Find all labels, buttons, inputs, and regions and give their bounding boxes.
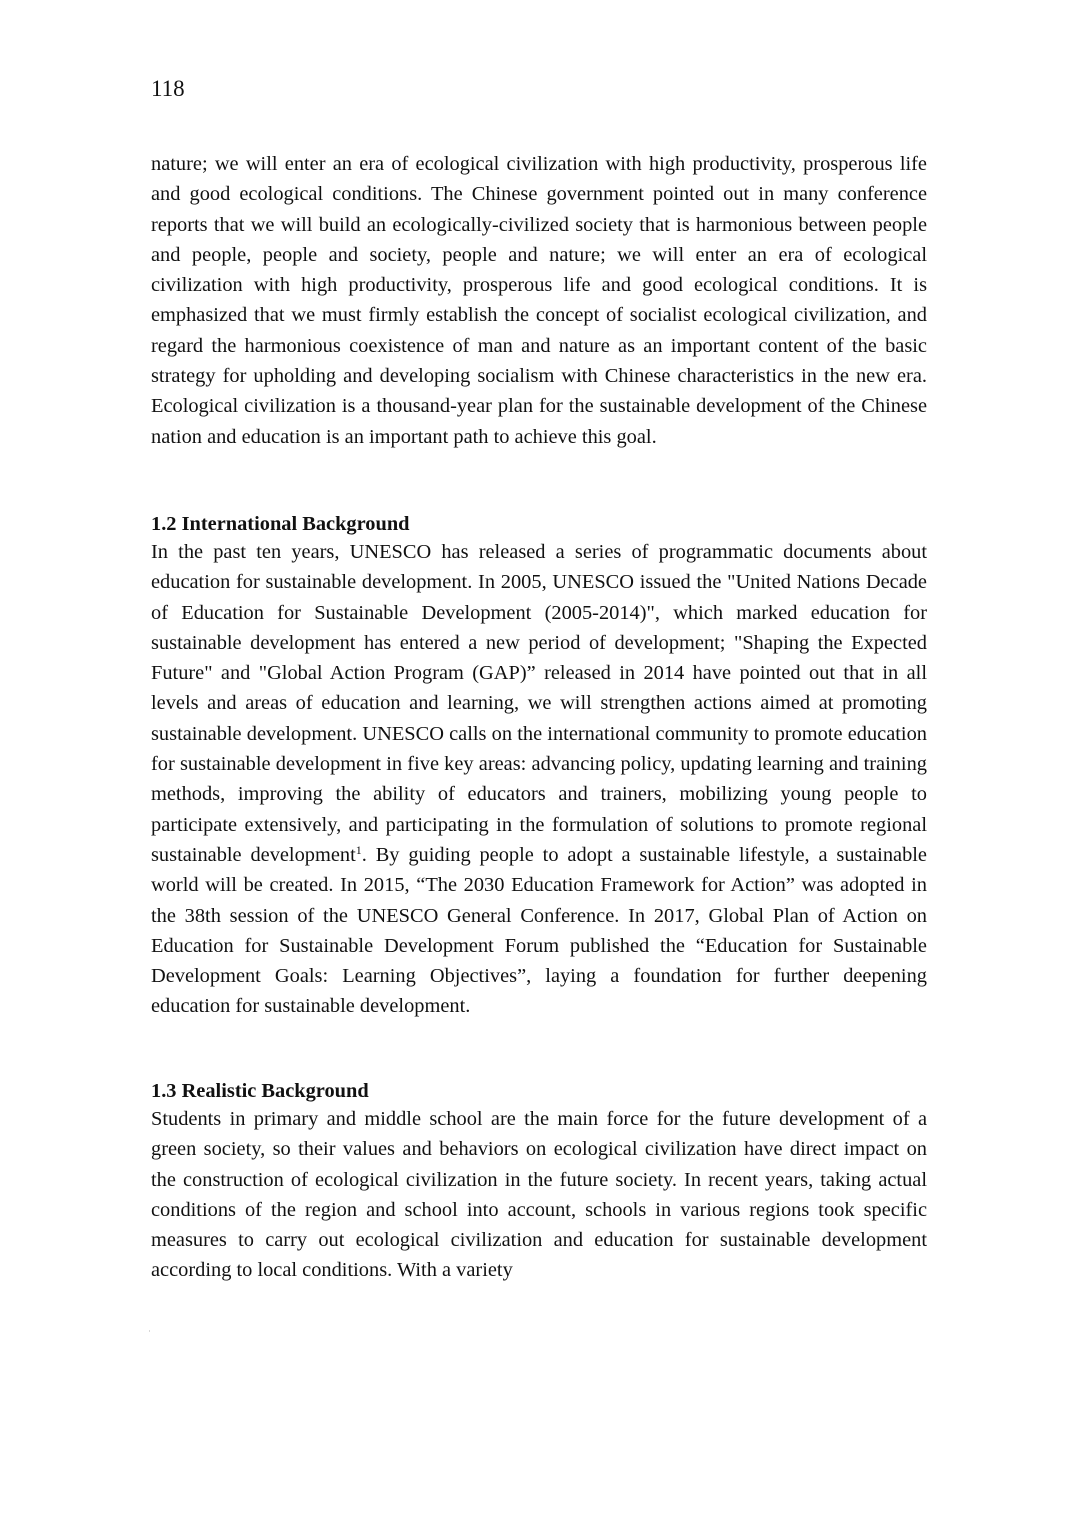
paragraph-text: . By guiding people to adopt a sustainable lifestyle, a sustainable world will be created. In 2015, “The 2030 Education Framework for Action” was adopted in the 38th session of the UNESCO General Conference. In 2017, Global Plan of Action on Education for Sustainable Development Forum published the “Education for Sustainable Development Goals: Learning Objectives”, laying a foundation for further deepening education for sustainable development. (151, 843, 927, 1018)
realistic-background-paragraph: Students in primary and middle school are the main force for the future development of a green society, so their values and behaviors on ecological civilization have direct impact on the construction of ecological civilization in the future society. In recent years, taking actual conditions of the region and school into account, schools in various regions took specific measures to carry out ecological civilization and education for sustainable development according to local conditions. With a variety (151, 1108, 927, 1282)
realistic-background-section (151, 1078, 927, 1286)
section-heading-international-background: 1.2 International Background (151, 513, 410, 535)
intro-section (151, 149, 927, 452)
section-heading-realistic-background: 1.3 Realistic Background (151, 1080, 369, 1102)
intro-paragraph: nature; we will enter an era of ecological civilization with high productivity, prosperous life and good ecological conditions. The Chinese government pointed out in many conference reports that we will build an ecologically-civilized society that is harmonious between people and people, people and society, people and nature; we will enter an era of ecological civilization with high productivity, prosperous life and good ecological conditions. It is emphasized that we must firmly establish the concept of socialist ecological civilization, and regard the harmonious coexistence of man and nature as an important content of the basic strategy for upholding and developing socialism with Chinese characteristics in the new era. Ecological civilization is a thousand-year plan for the sustainable development of the Chinese nation and education is an important path to achieve this goal. (151, 153, 927, 448)
footnote-reference[interactable]: 1 (355, 842, 362, 857)
page-number: 118 (151, 76, 185, 101)
international-background-paragraph (151, 537, 927, 1022)
international-background-section (151, 511, 927, 1022)
paragraph-text: In the past ten years, UNESCO has released a series of programmatic documents about education for sustainable development. In 2005, UNESCO issued the "United Nations Decade of Education for Sustainable Development (2005-2014)", which marked education for sustainable development has entered a new period of development; "Shaping the Expected Future" and "Global Action Program (GAP)” released in 2014 have pointed out that in all levels and areas of education and learning, we will strengthen actions aimed at promoting sustainable development. UNESCO calls on the international community to promote education for sustainable development in five key areas: advancing policy, updating learning and training methods, improving the ability of educators and trainers, mobilizing young people to participate extensively, and participating in the formulation of solutions to promote regional sustainable development (151, 541, 927, 866)
scan-artifact (149, 1330, 150, 1332)
